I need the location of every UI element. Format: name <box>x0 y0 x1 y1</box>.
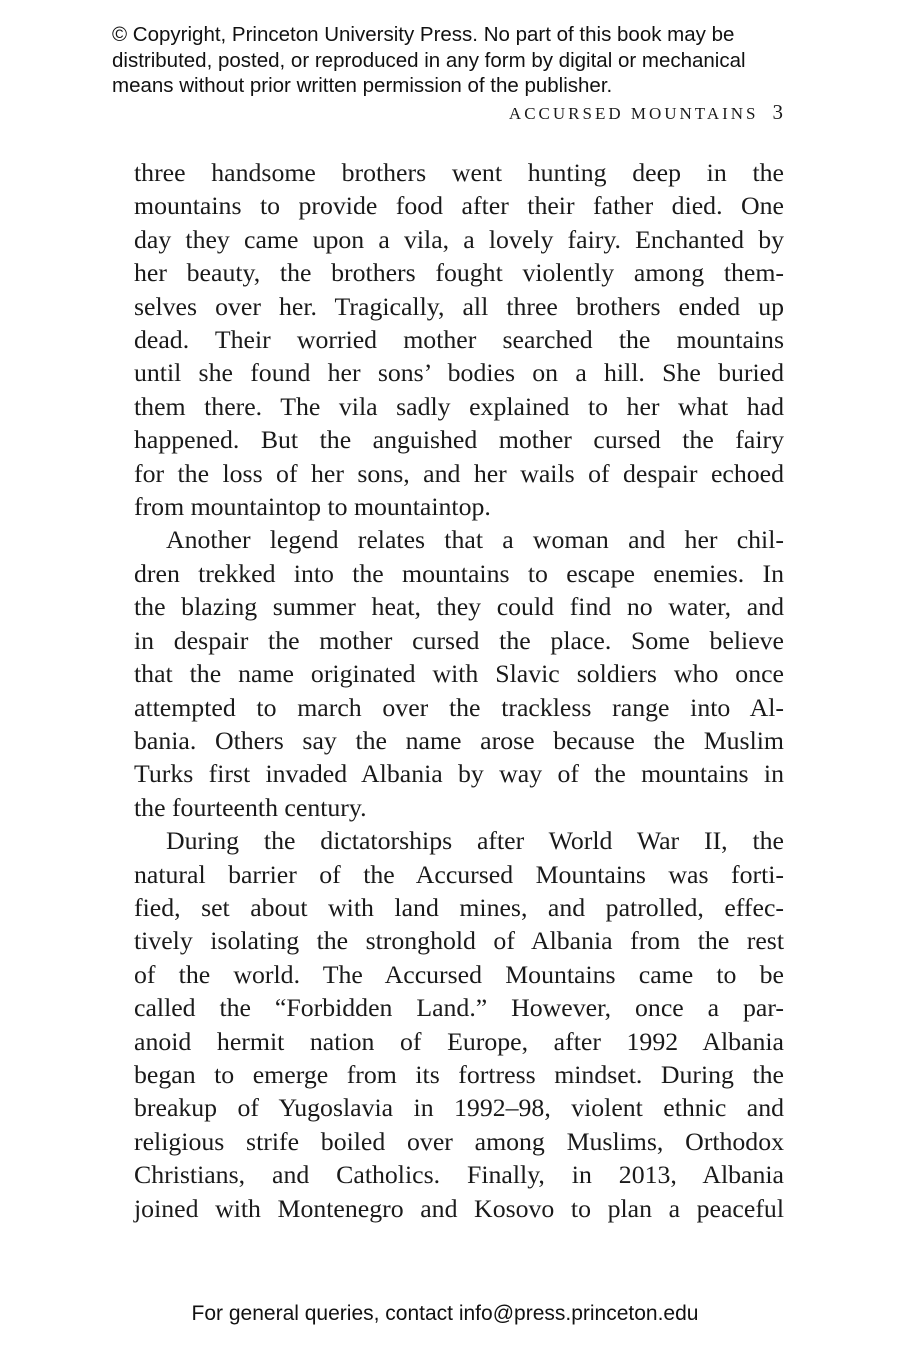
text-line: until she found her sons’ bodies on a hill. She buried <box>134 358 784 388</box>
body-text <box>134 156 784 1225</box>
running-head-title: ACCURSED MOUNTAINS <box>508 104 759 123</box>
paragraph <box>134 156 784 523</box>
text-line: During the dictatorships after World War II, the <box>166 826 784 856</box>
text-line: her beauty, the brothers fought violently among them- <box>134 258 784 288</box>
text-line: them there. The vila sadly explained to her what had <box>134 391 784 421</box>
text-line: dren trekked into the mountains to escape enemies. In <box>134 558 784 588</box>
text-line: fied, set about with land mines, and patrolled, effec- <box>134 892 784 922</box>
text-line: selves over her. Tragically, all three brothers ended up <box>134 291 784 321</box>
text-line: called the “Forbidden Land.” However, once a par- <box>134 993 784 1023</box>
text-line: that the name originated with Slavic soldiers who once <box>134 659 784 689</box>
copyright-notice <box>112 22 812 99</box>
text-line: day they came upon a vila, a lovely fairy. Enchanted by <box>134 224 784 254</box>
text-line: breakup of Yugoslavia in 1992–98, violent ethnic and <box>134 1093 784 1123</box>
text-line: for the loss of her sons, and her wails of despair echoed <box>134 458 784 488</box>
paragraph <box>134 523 784 824</box>
text-line: anoid hermit nation of Europe, after 1992 Albania <box>134 1026 784 1056</box>
text-line: dead. Their worried mother searched the mountains <box>134 325 784 355</box>
running-head <box>509 100 783 125</box>
text-line: joined with Montenegro and Kosovo to plan a peaceful <box>134 1193 784 1223</box>
copyright-line: distributed, posted, or reproduced in any form by digital or mechanical <box>112 48 746 72</box>
text-line: Another legend relates that a woman and her chil- <box>166 525 784 555</box>
text-line: from mountaintop to mountaintop. <box>134 492 491 522</box>
text-line: mountains to provide food after their father died. One <box>134 191 784 221</box>
text-line: the blazing summer heat, they could find no water, and <box>134 592 784 622</box>
text-line: began to emerge from its fortress mindset. During the <box>134 1059 784 1089</box>
text-line: Turks first invaded Albania by way of the mountains in <box>134 759 784 789</box>
text-line: in despair the mother cursed the place. Some believe <box>134 625 784 655</box>
text-line: of the world. The Accursed Mountains came to be <box>134 959 784 989</box>
text-line: Christians, and Catholics. Finally, in 2013, Albania <box>134 1160 784 1190</box>
text-line: three handsome brothers went hunting deep in the <box>134 158 784 187</box>
copyright-line: means without prior written permission of the publisher. <box>112 74 613 97</box>
footer-contact: For general queries, contact info@press.princeton.edu <box>191 1302 699 1325</box>
text-line: natural barrier of the Accursed Mountains was forti- <box>134 859 784 889</box>
page-number: 3 <box>772 100 783 124</box>
copyright-line: © Copyright, Princeton University Press. No part of this book may be <box>112 23 735 46</box>
text-line: tively isolating the stronghold of Albania from the rest <box>134 926 784 956</box>
text-line: attempted to march over the trackless range into Al- <box>134 692 784 722</box>
paragraph <box>134 824 784 1225</box>
text-line: religious strife boiled over among Muslims, Orthodox <box>134 1126 784 1156</box>
text-line: bania. Others say the name arose because the Muslim <box>134 725 784 755</box>
text-line: the fourteenth century. <box>134 792 367 822</box>
text-line: happened. But the anguished mother cursed the fairy <box>134 425 784 455</box>
